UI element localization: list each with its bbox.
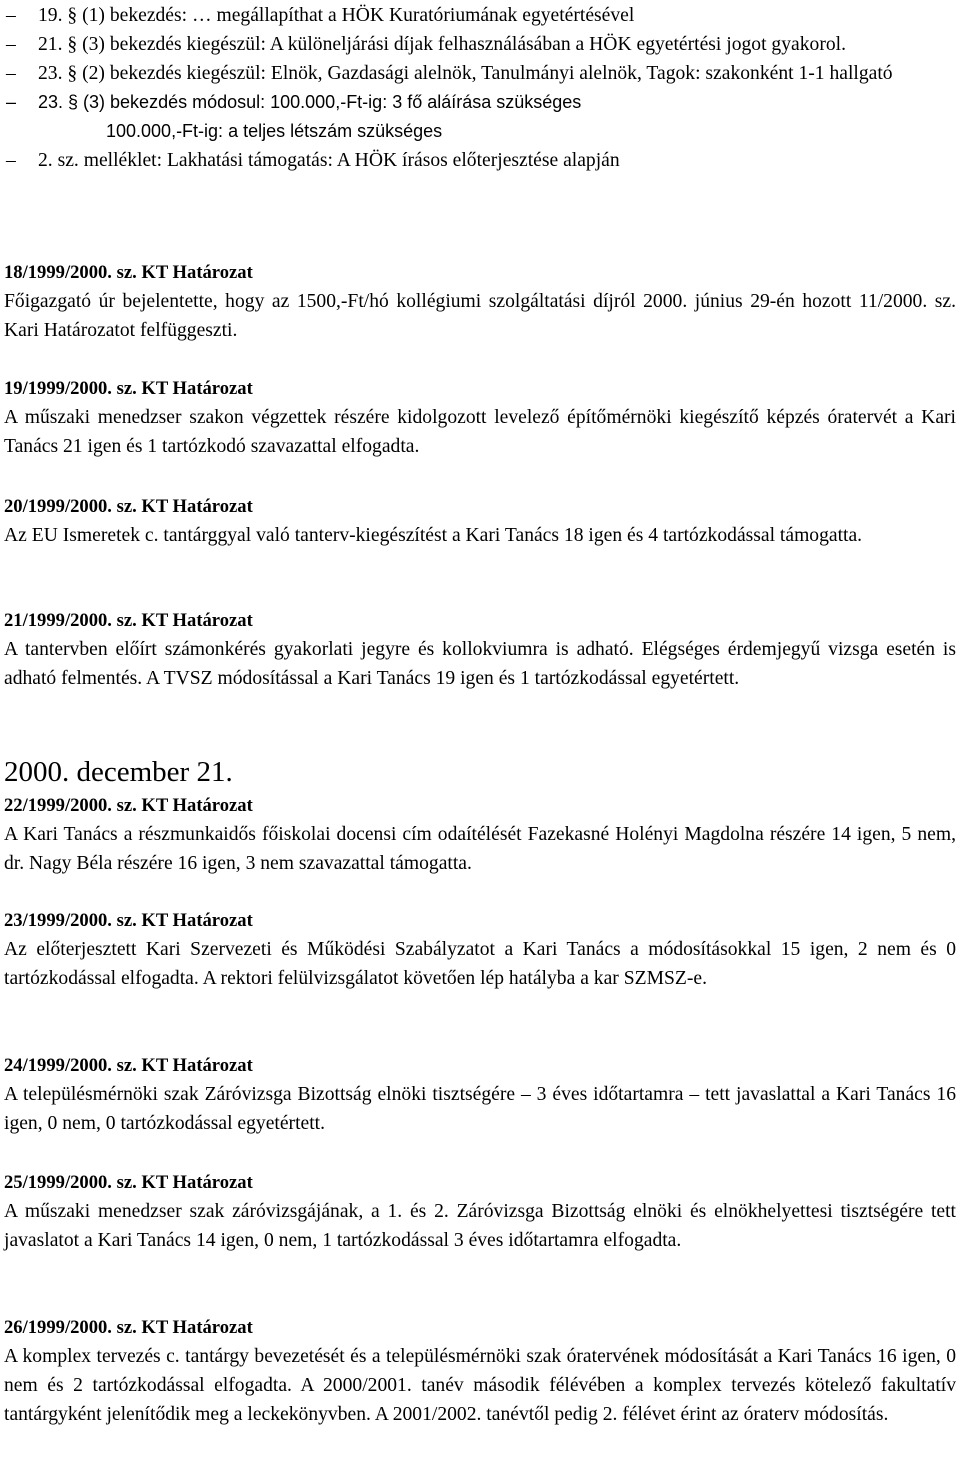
list-item xyxy=(6,1,956,30)
resolution xyxy=(4,1052,956,1138)
resolution xyxy=(4,607,956,693)
date-heading: 2000. december 21. xyxy=(4,756,233,788)
list-item xyxy=(6,88,956,117)
resolution-heading: 26/1999/2000. sz. KT Határozat xyxy=(4,1317,253,1338)
resolution xyxy=(4,259,956,345)
resolution-heading: 20/1999/2000. sz. KT Határozat xyxy=(4,496,253,517)
resolution xyxy=(4,907,956,993)
resolution-heading: 19/1999/2000. sz. KT Határozat xyxy=(4,378,253,399)
resolution-heading: 18/1999/2000. sz. KT Határozat xyxy=(4,262,253,283)
list-item-text: 21. § (3) bekezdés kiegészül: A különeljárási díjak felhasználásában a HÖK egyetértési jogot gyakorol. xyxy=(38,34,846,55)
dash-marker: – xyxy=(6,150,16,171)
resolution xyxy=(4,375,956,461)
list-item-text: 23. § (3) bekezdés módosul: 100.000,-Ft-ig: 3 fő aláírása szükséges xyxy=(38,92,582,112)
dash-marker: – xyxy=(6,34,16,55)
dash-marker: – xyxy=(6,63,16,84)
resolution xyxy=(4,493,956,550)
resolution-text: A tantervben előírt számonkérés gyakorlati jegyre és kollokviumra is adható. Elégséges érdemjegyű vizsga esetén is adható felmentés. A TVSZ módosítással a Kari Tanács 19 igen és 1 tartózkodással egyetértett. xyxy=(4,639,956,689)
resolution-text: Az EU Ismeretek c. tantárggyal való tanterv-kiegészítést a Kari Tanács 18 igen és 4 tartózkodással támogatta. xyxy=(4,525,863,546)
list-item xyxy=(6,59,956,88)
resolution xyxy=(4,1314,956,1429)
list-item-continuation: 100.000,-Ft-ig: a teljes létszám szükséges xyxy=(106,121,443,141)
dash-marker: – xyxy=(6,5,16,26)
list-item xyxy=(6,146,956,175)
resolution-heading: 23/1999/2000. sz. KT Határozat xyxy=(4,910,253,931)
resolution-text: A komplex tervezés c. tantárgy bevezetését és a településmérnöki szak óratervének módosítását a Kari Tanács 16 igen, 0 nem és 2 tartózkodással elfogadta. A 2000/2001. tanév második félévében a komplex tervezés kötelező fakultatív tantárgyként jelenítődik meg a leckekönyvben. A 2001/2002. tanévtől pedig 2. félévet érint az óraterv módosítás. xyxy=(4,1346,956,1425)
resolution-text: A műszaki menedzser szakon végzettek részére kidolgozott levelező építőmérnöki kiegészítő képzés óratervét a Kari Tanács 21 igen és 1 tartózkodó szavazattal elfogadta. xyxy=(4,407,956,457)
resolution-heading: 22/1999/2000. sz. KT Határozat xyxy=(4,795,253,816)
list-item-text: 2. sz. melléklet: Lakhatási támogatás: A HÖK írásos előterjesztése alapján xyxy=(38,150,620,171)
resolution-heading: 21/1999/2000. sz. KT Határozat xyxy=(4,610,253,631)
resolution-heading: 24/1999/2000. sz. KT Határozat xyxy=(4,1055,253,1076)
resolution-text: A műszaki menedzser szak záróvizsgájának, a 1. és 2. Záróvizsga Bizottság elnöki és elnökhelyettesi tisztségére tett javaslatot a Kari Tanács 14 igen, 0 nem, 1 tartózkodással 3 éves időtartamra elfogadta. xyxy=(4,1201,956,1251)
resolution-text: Főigazgató úr bejelentette, hogy az 1500,-Ft/hó kollégiumi szolgáltatási díjról 2000. június 29-én hozott 11/2000. sz. Kari Határozatot felfüggeszti. xyxy=(4,291,956,341)
amendment-list xyxy=(6,1,956,175)
resolution xyxy=(4,1169,956,1255)
resolution-text: A településmérnöki szak Záróvizsga Bizottság elnöki tisztségére – 3 éves időtartamra – tett javaslattal a Kari Tanács 16 igen, 0 nem, 0 tartózkodással egyetértett. xyxy=(4,1084,956,1134)
list-item-text: 23. § (2) bekezdés kiegészül: Elnök, Gazdasági alelnök, Tanulmányi alelnök, Tagok: szakonként 1-1 hallgató xyxy=(38,63,893,84)
resolution xyxy=(4,792,956,878)
list-item xyxy=(6,30,956,59)
dash-marker: – xyxy=(6,92,17,112)
resolution-text: Az előterjesztett Kari Szervezeti és Működési Szabályzatot a Kari Tanács a módosításokkal 15 igen, 2 nem és 0 tartózkodással elfogadta. A rektori felülvizsgálatot követően lép hatályba a kar SZMSZ-e. xyxy=(4,939,956,989)
resolution-text: A Kari Tanács a részmunkaidős főiskolai docensi cím odaítélését Fazekasné Holényi Magdolna részére 14 igen, 5 nem, dr. Nagy Béla részére 16 igen, 3 nem szavazattal támogatta. xyxy=(4,824,956,874)
resolution-heading: 25/1999/2000. sz. KT Határozat xyxy=(4,1172,253,1193)
list-item-text: 19. § (1) bekezdés: … megállapíthat a HÖK Kuratóriumának egyetértésével xyxy=(38,5,635,26)
